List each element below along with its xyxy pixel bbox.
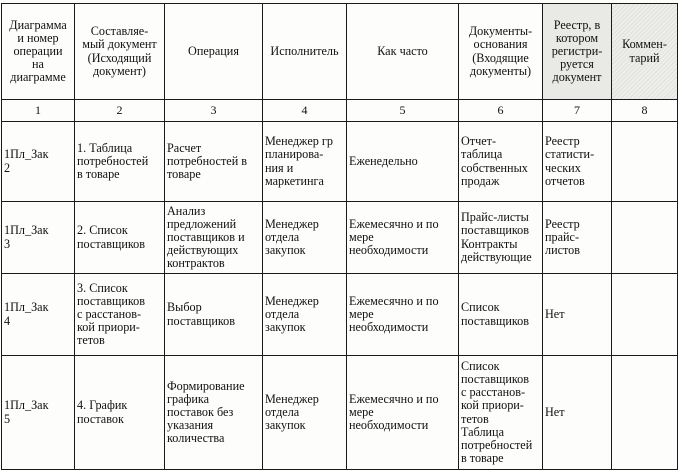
diagram-cell bbox=[2, 356, 75, 470]
cell-line: Менеджер bbox=[265, 391, 319, 406]
cell-line: Выбор bbox=[167, 300, 202, 315]
frequency-cell bbox=[347, 122, 459, 202]
cell-line: количества bbox=[167, 431, 225, 446]
executor-cell bbox=[263, 122, 347, 202]
cell-line: действующих bbox=[167, 243, 239, 258]
header-line: Составляе- bbox=[90, 24, 149, 39]
document-registry-table bbox=[1, 3, 678, 470]
cell-line: тетов bbox=[461, 411, 489, 426]
cell-line: Контракты bbox=[461, 236, 518, 251]
cell-line: потребностей bbox=[77, 153, 149, 168]
basis-cell bbox=[459, 122, 543, 202]
cell-line: Еженедельно bbox=[349, 153, 418, 168]
cell-line: 1Пл_Зак bbox=[4, 398, 49, 413]
cell-line: поставщиков bbox=[461, 371, 530, 386]
header-line: мый документ bbox=[82, 37, 157, 52]
comment-cell bbox=[612, 274, 678, 356]
header-basis bbox=[459, 4, 543, 100]
document-cell bbox=[75, 274, 165, 356]
cell-line: в товаре bbox=[461, 451, 504, 466]
header-line: Диаграмма bbox=[9, 17, 67, 32]
executor-cell bbox=[263, 274, 347, 356]
cell-line: Расчет bbox=[167, 140, 202, 155]
cell-line: потребностей в bbox=[167, 153, 248, 168]
basis-cell bbox=[459, 356, 543, 470]
cell-line: действующие bbox=[461, 249, 532, 264]
cell-line: Список bbox=[461, 358, 500, 373]
header-line: основания bbox=[473, 37, 528, 52]
table-row bbox=[2, 274, 678, 356]
cell-line: потребностей bbox=[461, 437, 533, 452]
document-cell bbox=[75, 202, 165, 274]
cell-line: графика bbox=[167, 391, 210, 406]
frequency-cell bbox=[347, 202, 459, 274]
cell-line: Список bbox=[461, 300, 500, 315]
header-line: регистри- bbox=[551, 43, 603, 58]
cell-line: маркетинга bbox=[265, 173, 324, 188]
header-line: Реестр, в bbox=[553, 17, 601, 32]
header-line: документ bbox=[552, 70, 602, 85]
header-line: Документы- bbox=[468, 24, 533, 39]
header-line: документ) bbox=[92, 63, 146, 78]
cell-line: закупок bbox=[265, 320, 306, 335]
header-line: документы) bbox=[469, 63, 532, 78]
column-number: 7 bbox=[543, 100, 612, 122]
registry-cell bbox=[543, 122, 612, 202]
operation-cell bbox=[165, 122, 263, 202]
cell-line: 3 bbox=[4, 236, 11, 251]
cell-line: ческих bbox=[545, 160, 581, 175]
registry-cell bbox=[543, 202, 612, 274]
table-row bbox=[2, 202, 678, 274]
cell-line: указания bbox=[167, 418, 214, 433]
cell-line: отдела bbox=[265, 306, 300, 321]
table-row bbox=[2, 122, 678, 202]
comment-cell bbox=[612, 202, 678, 274]
cell-line: 5 bbox=[4, 411, 11, 426]
document-cell bbox=[75, 356, 165, 470]
cell-line: Реестр bbox=[545, 216, 580, 231]
cell-line: планирова- bbox=[265, 147, 324, 162]
cell-line: 1Пл_Зак bbox=[4, 223, 49, 238]
cell-line: поставок bbox=[77, 411, 124, 426]
header-document bbox=[75, 4, 165, 100]
cell-line: в товаре bbox=[77, 167, 120, 182]
cell-line: кой приори- bbox=[461, 398, 524, 413]
header-registry bbox=[543, 4, 612, 100]
cell-line: статисти- bbox=[545, 147, 595, 162]
column-number: 8 bbox=[612, 100, 678, 122]
header-row bbox=[2, 4, 678, 100]
registry-cell bbox=[543, 274, 612, 356]
cell-line: Менеджер bbox=[265, 293, 319, 308]
cell-line: Таблица bbox=[461, 424, 504, 439]
header-line: Операция bbox=[188, 43, 239, 58]
operation-cell bbox=[165, 274, 263, 356]
cell-line: Прайс-листы bbox=[461, 210, 529, 225]
column-number: 6 bbox=[459, 100, 543, 122]
header-line: и номер bbox=[17, 30, 59, 45]
cell-line: продаж bbox=[461, 173, 500, 188]
header-line: операции bbox=[13, 43, 63, 58]
header-executor bbox=[263, 4, 347, 100]
cell-line: необходимости bbox=[349, 243, 429, 258]
header-comment bbox=[612, 4, 678, 100]
cell-line: Ежемесячно и по bbox=[349, 293, 439, 308]
cell-line: с расстанов- bbox=[461, 385, 526, 400]
cell-line: ния и bbox=[265, 160, 294, 175]
cell-line: поставок без bbox=[167, 404, 234, 419]
cell-line: собственных bbox=[461, 160, 528, 175]
cell-line: Реестр bbox=[545, 134, 580, 149]
header-line: Как часто bbox=[377, 43, 428, 58]
cell-line: поставщиков и bbox=[167, 229, 245, 244]
cell-line: поставщиков bbox=[461, 223, 530, 238]
frequency-cell bbox=[347, 274, 459, 356]
cell-line: предложений bbox=[167, 216, 237, 231]
diagram-cell bbox=[2, 202, 75, 274]
cell-line: Нет bbox=[545, 306, 565, 321]
header-line: (Входящие bbox=[472, 50, 529, 65]
header-line: руется bbox=[560, 57, 594, 72]
cell-line: необходимости bbox=[349, 418, 429, 433]
registry-cell bbox=[543, 356, 612, 470]
cell-line: товаре bbox=[167, 167, 201, 182]
cell-line: Ежемесячно и по bbox=[349, 216, 439, 231]
cell-line: Нет bbox=[545, 404, 565, 419]
document-cell bbox=[75, 122, 165, 202]
header-line: Коммен- bbox=[622, 37, 667, 52]
cell-line: Менеджер bbox=[265, 216, 319, 231]
column-number: 4 bbox=[263, 100, 347, 122]
cell-line: мере bbox=[349, 404, 374, 419]
diagram-cell bbox=[2, 274, 75, 356]
cell-line: поставщиков bbox=[461, 313, 530, 328]
cell-line: поставщиков bbox=[77, 236, 146, 251]
cell-line: тетов bbox=[77, 333, 105, 348]
cell-line: Отчет- bbox=[461, 134, 497, 149]
cell-line: Менеджер гр bbox=[265, 134, 333, 149]
cell-line: поставщиков bbox=[167, 313, 236, 328]
cell-line: Формирование bbox=[167, 378, 245, 393]
basis-cell bbox=[459, 202, 543, 274]
comment-cell bbox=[612, 122, 678, 202]
column-number-row bbox=[2, 100, 678, 122]
cell-line: отдела bbox=[265, 229, 300, 244]
cell-line: листов bbox=[545, 243, 581, 258]
cell-line: 1. Таблица bbox=[77, 140, 133, 155]
cell-line: отдела bbox=[265, 404, 300, 419]
executor-cell bbox=[263, 356, 347, 470]
cell-line: мере bbox=[349, 306, 374, 321]
cell-line: 2. Список bbox=[77, 223, 128, 238]
header-line: диаграмме bbox=[10, 70, 66, 85]
cell-line: поставщиков bbox=[77, 293, 146, 308]
cell-line: прайс- bbox=[545, 229, 580, 244]
cell-line: 4 bbox=[4, 313, 11, 328]
cell-line: Ежемесячно и по bbox=[349, 391, 439, 406]
header-line: Исполнитель bbox=[270, 43, 339, 58]
cell-line: контрактов bbox=[167, 256, 225, 271]
cell-line: кой приори- bbox=[77, 320, 140, 335]
header-line: на bbox=[32, 57, 44, 72]
cell-line: 1Пл_Зак bbox=[4, 147, 49, 162]
frequency-cell bbox=[347, 356, 459, 470]
header-operation bbox=[165, 4, 263, 100]
cell-line: 1Пл_Зак bbox=[4, 300, 49, 315]
cell-line: отчетов bbox=[545, 173, 585, 188]
header-line: котором bbox=[555, 30, 599, 45]
column-number: 1 bbox=[2, 100, 75, 122]
operation-cell bbox=[165, 356, 263, 470]
table-row bbox=[2, 356, 678, 470]
cell-line: закупок bbox=[265, 418, 306, 433]
column-number: 3 bbox=[165, 100, 263, 122]
executor-cell bbox=[263, 202, 347, 274]
operation-cell bbox=[165, 202, 263, 274]
basis-cell bbox=[459, 274, 543, 356]
cell-line: 3. Список bbox=[77, 280, 128, 295]
header-frequency bbox=[347, 4, 459, 100]
header-line: тарий bbox=[629, 50, 660, 65]
header-line: (Исходящий bbox=[87, 50, 152, 65]
cell-line: закупок bbox=[265, 243, 306, 258]
column-number: 2 bbox=[75, 100, 165, 122]
cell-line: с расстанов- bbox=[77, 306, 142, 321]
cell-line: таблица bbox=[461, 147, 503, 162]
column-number: 5 bbox=[347, 100, 459, 122]
cell-line: 2 bbox=[4, 160, 11, 175]
cell-line: Анализ bbox=[167, 203, 206, 218]
cell-line: мере bbox=[349, 229, 374, 244]
cell-line: 4. График bbox=[77, 398, 128, 413]
header-diagram bbox=[2, 4, 75, 100]
cell-line: необходимости bbox=[349, 320, 429, 335]
comment-cell bbox=[612, 356, 678, 470]
diagram-cell bbox=[2, 122, 75, 202]
